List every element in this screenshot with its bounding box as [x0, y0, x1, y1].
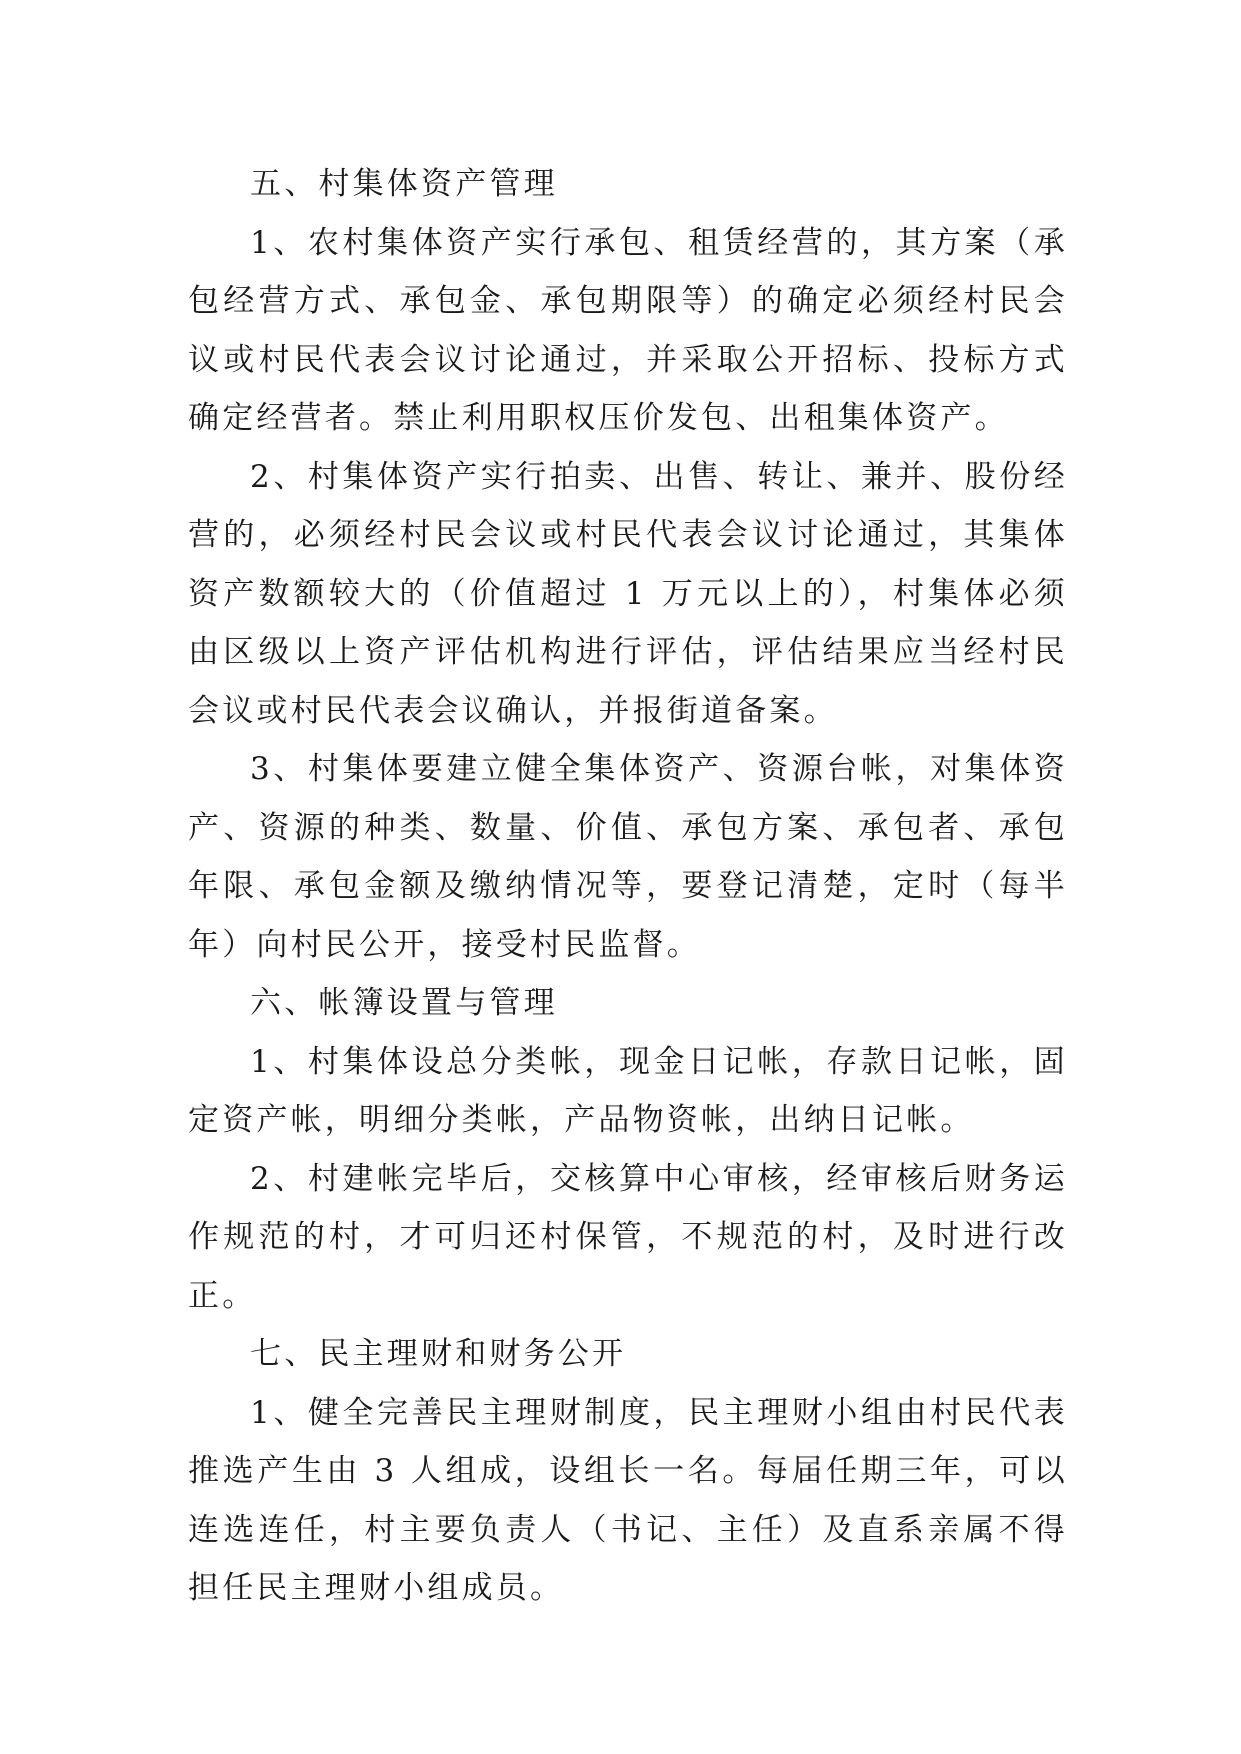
paragraph-5-2: 2、村集体资产实行拍卖、出售、转让、兼并、股份经营的，必须经村民会议或村民代表会议讨论通过，其集体资产数额较大的（价值超过 1 万元以上的），村集体必须由区级以上资产评估机构进行评估，评估结果应当经村民会议或村民代表会议确认，并报街道备案。	[188, 458, 1068, 729]
paragraph-5-3: 3、村集体要建立健全集体资产、资源台帐，对集体资产、资源的种类、数量、价值、承包方案、承包者、承包年限、承包金额及缴纳情况等，要登记清楚，定时（每半年）向村民公开，接受村民监督。	[188, 751, 1068, 963]
paragraph-6-1: 1、村集体设总分类帐，现金日记帐，存款日记帐，固定资产帐，明细分类帐，产品物资帐，出纳日记帐。	[188, 1043, 1068, 1138]
document-body	[188, 155, 1068, 1618]
section-heading-6: 六、帐簿设置与管理	[250, 985, 558, 1021]
section-heading-5: 五、村集体资产管理	[250, 166, 558, 202]
paragraph-5-1: 1、农村集体资产实行承包、租赁经营的，其方案（承包经营方式、承包金、承包期限等）的确定必须经村民会议或村民代表会议讨论通过，并采取公开招标、投标方式确定经营者。禁止利用职权压价发包、出租集体资产。	[188, 224, 1068, 436]
paragraph-6-2: 2、村建帐完毕后，交核算中心审核，经审核后财务运作规范的村，才可归还村保管，不规范的村，及时进行改正。	[188, 1160, 1068, 1314]
section-heading-7: 七、民主理财和财务公开	[250, 1336, 627, 1372]
paragraph-7-1: 1、健全完善民主理财制度，民主理财小组由村民代表推选产生由 3 人组成，设组长一名。每届任期三年，可以连选连任，村主要负责人（书记、主任）及直系亲属不得担任民主理财小组成员。	[188, 1394, 1068, 1606]
